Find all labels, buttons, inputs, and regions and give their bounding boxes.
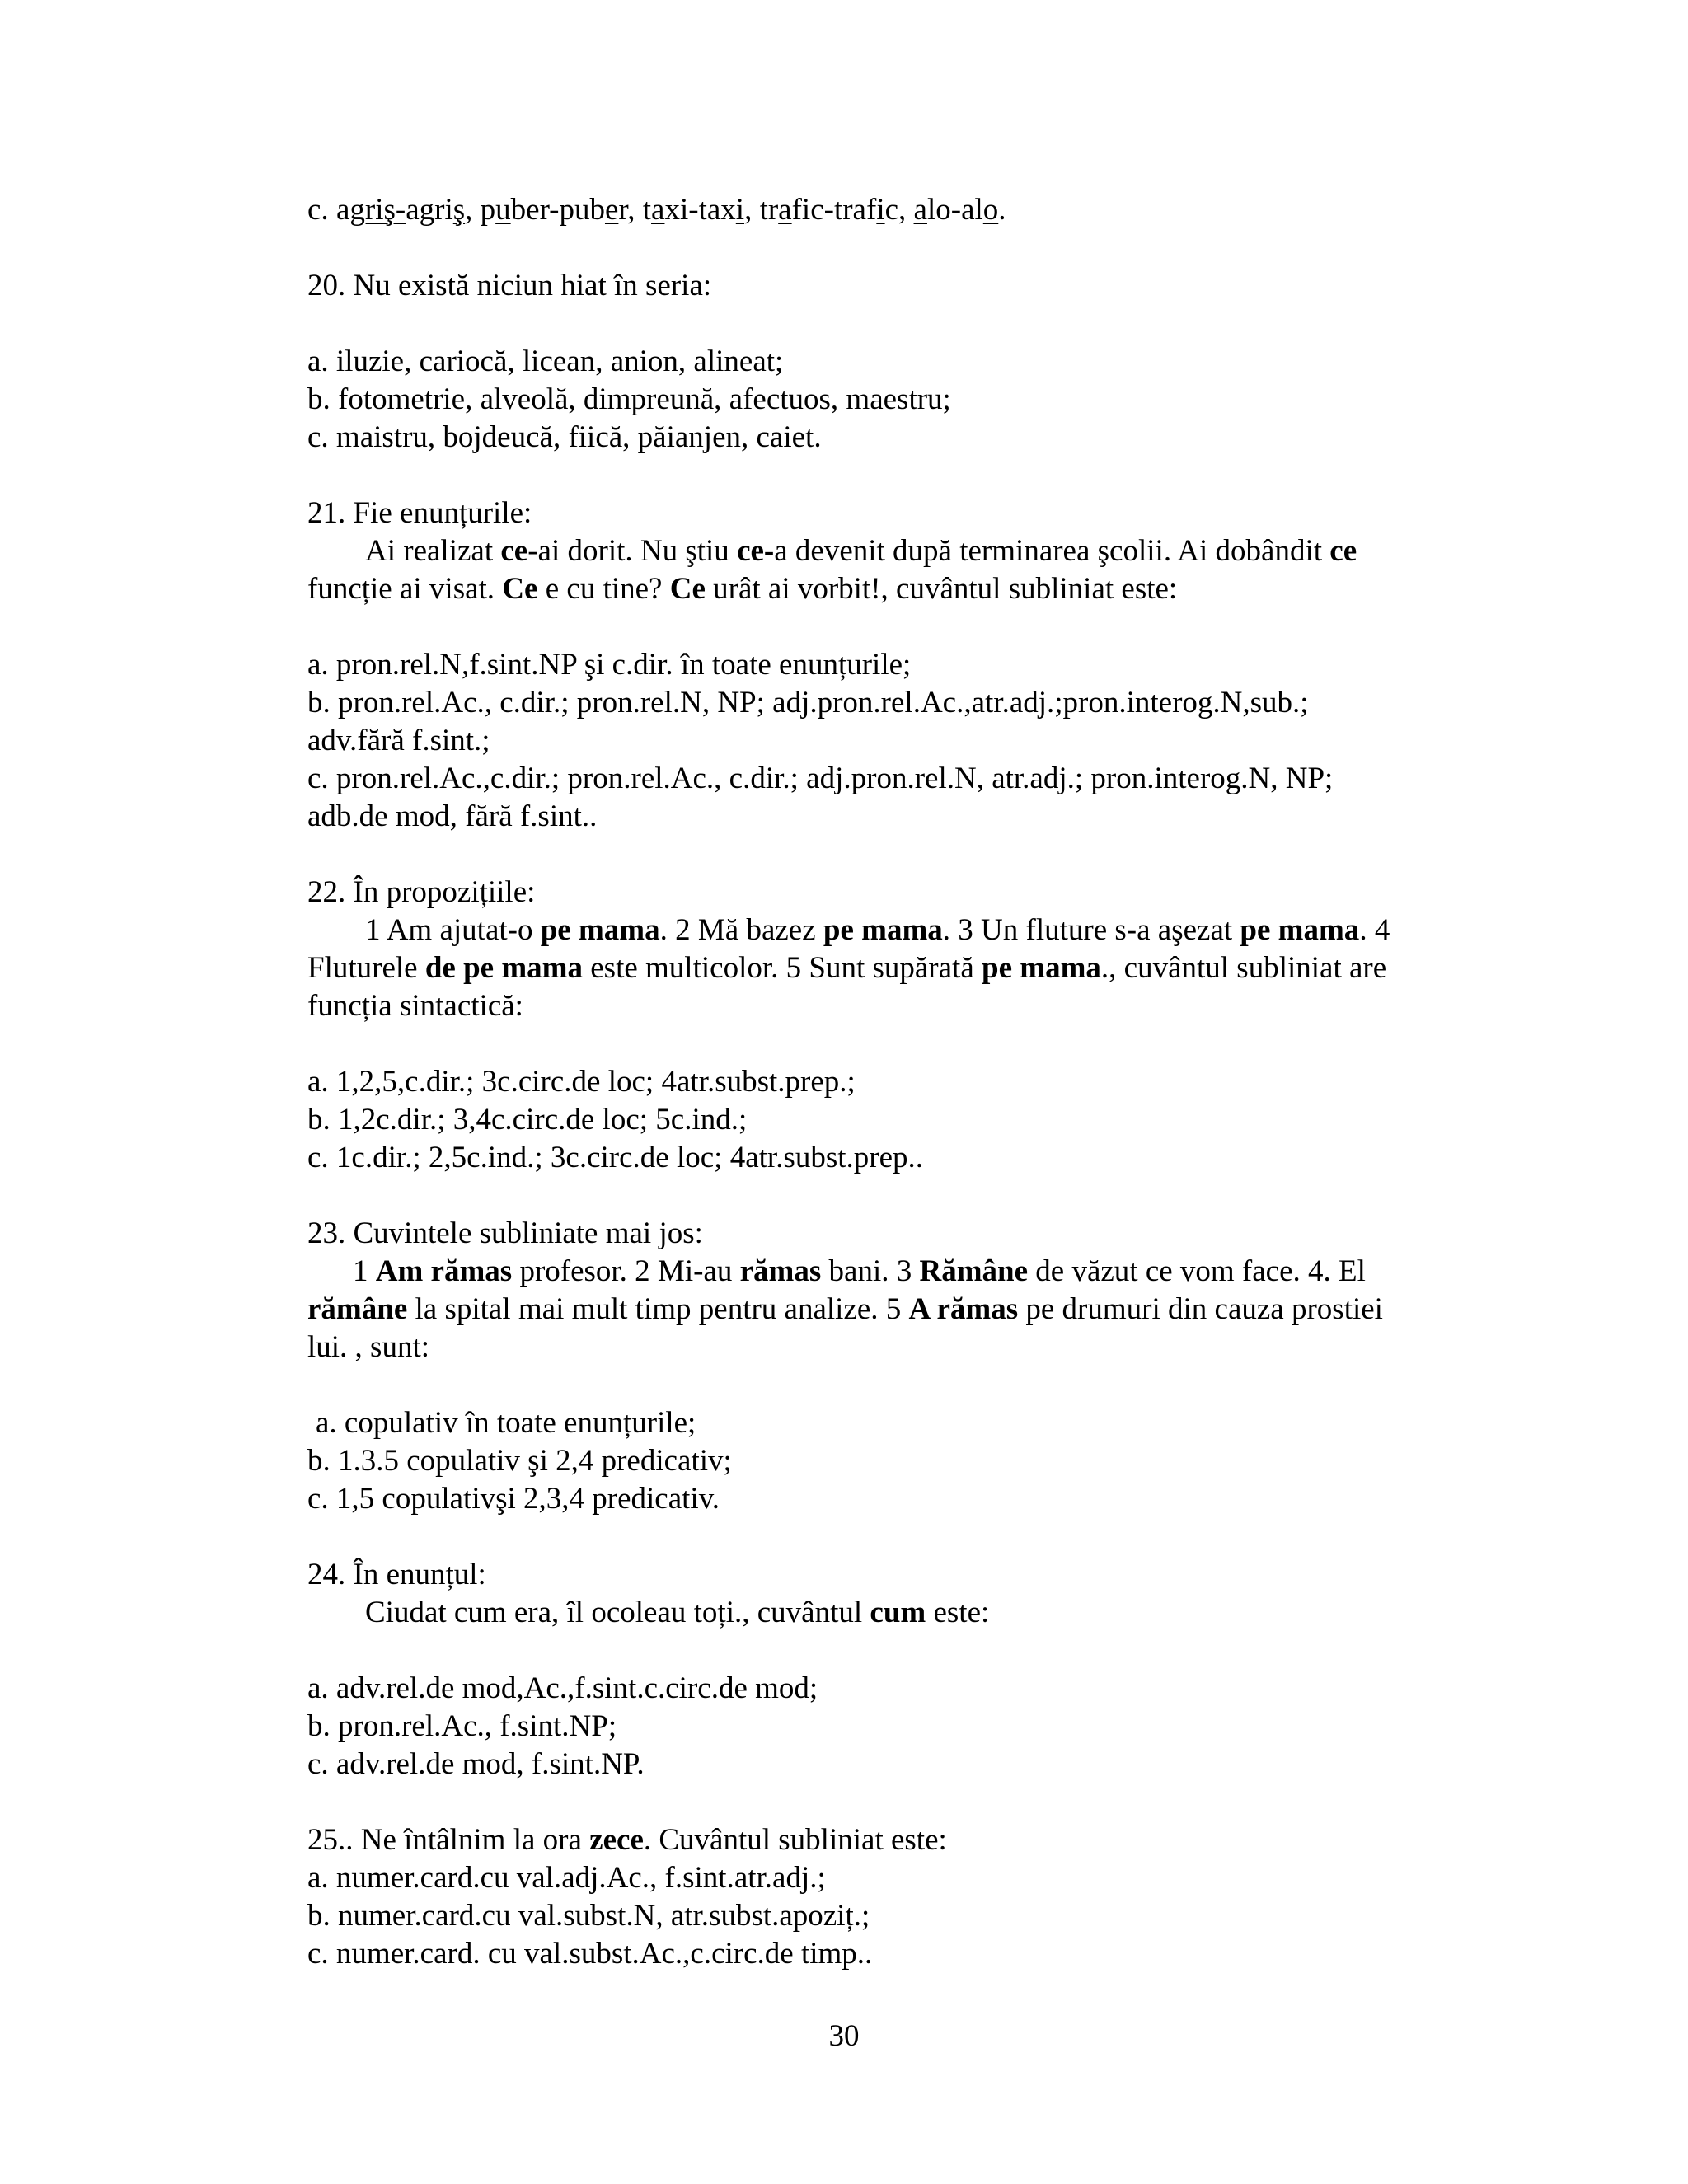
- q22-statement-line: funcția sintactică:: [307, 989, 523, 1023]
- emphasized-word: ce: [500, 534, 528, 568]
- emphasized-word: rămas: [739, 1254, 822, 1288]
- q22-statement-line: [307, 912, 1478, 949]
- text-run: 1: [353, 1254, 376, 1288]
- q25-option: c. numer.card. cu val.subst.Ac.,c.circ.de timp..: [307, 1937, 873, 1971]
- underlined-letter: a: [913, 193, 927, 227]
- word-part: tr: [759, 193, 779, 227]
- word-part: ,: [465, 193, 481, 227]
- emphasized-word: pe mama: [823, 913, 943, 947]
- text-run: a devenit după terminarea şcolii. Ai dobândit: [774, 534, 1330, 568]
- emphasized-word: zece: [589, 1823, 644, 1857]
- text-run: e cu tine?: [537, 572, 670, 606]
- paragraph-gap: [307, 608, 1478, 646]
- q22-option: b. 1,2c.dir.; 3,4c.circ.de loc; 5c.ind.;: [307, 1103, 748, 1137]
- underlined-letter: a: [778, 193, 792, 227]
- q21-title: 21. Fie enunțurile:: [307, 496, 532, 530]
- text-run: de văzut ce vom face. 4. El: [1028, 1254, 1366, 1288]
- text-run: urât ai vorbit!, cuvântul subliniat este:: [705, 572, 1178, 606]
- q24-statement-line: [307, 1594, 1478, 1632]
- paragraph-gap: [307, 305, 1478, 343]
- text-run: -ai dorit. Nu ştiu: [528, 534, 738, 568]
- q22-statement-line: [307, 949, 1478, 987]
- text-run: la spital mai mult timp pentru analize. 5: [407, 1292, 909, 1326]
- q21-option: adv.fără f.sint.;: [307, 724, 490, 757]
- text-run: . 2 Mă bazez: [659, 913, 823, 947]
- emphasized-word: A rămas: [908, 1292, 1019, 1326]
- q24-option: a. adv.rel.de mod,Ac.,f.sint.c.circ.de mod;: [307, 1671, 818, 1705]
- word-part: fic-traf: [791, 193, 877, 227]
- q25-option: b. numer.card.cu val.subst.N, atr.subst.apoziț.;: [307, 1899, 870, 1933]
- paragraph-gap: [307, 1366, 1478, 1404]
- text-run: pe drumuri din cauza prostiei: [1018, 1292, 1383, 1326]
- paragraph-gap: [307, 1632, 1478, 1670]
- emphasized-word: ce-: [737, 534, 775, 568]
- text-run: profesor. 2 Mi-au: [512, 1254, 740, 1288]
- underlined-letter: a: [651, 193, 665, 227]
- word-part: r,: [618, 193, 643, 227]
- word-part: lo-al: [926, 193, 983, 227]
- word-part: xi-tax: [664, 193, 736, 227]
- paragraph-gap: [307, 457, 1478, 494]
- q20-option: c. maistru, bojdeucă, fiică, păianjen, caiet.: [307, 420, 822, 454]
- underlined-letter: ş: [452, 193, 466, 227]
- q21-option: adb.de mod, fără f.sint..: [307, 799, 598, 833]
- word-part: ,: [744, 193, 760, 227]
- q23-statement-line: [307, 1291, 1478, 1329]
- text-run: bani. 3: [821, 1254, 920, 1288]
- word-part: ber-pub: [510, 193, 605, 227]
- q24-title: 24. În enunțul:: [307, 1558, 486, 1591]
- underlined-letter: i: [876, 193, 885, 227]
- text-run: Ai realizat: [365, 534, 501, 568]
- q23-title: 23. Cuvintele subliniate mai jos:: [307, 1216, 703, 1250]
- text-run: Fluturele: [307, 951, 425, 985]
- paragraph-gap: [307, 1783, 1478, 1821]
- q21-statement-line: [307, 532, 1478, 570]
- q23-option: b. 1.3.5 copulativ şi 2,4 predicativ;: [307, 1444, 732, 1478]
- paragraph-gap: [307, 1177, 1478, 1215]
- emphasized-word: ce: [1329, 534, 1357, 568]
- underlined-letter: e: [604, 193, 619, 227]
- emphasized-word: cum: [870, 1596, 926, 1629]
- q22-option: a. 1,2,5,c.dir.; 3c.circ.de loc; 4atr.subst.prep.;: [307, 1065, 856, 1099]
- word-part: .: [998, 193, 1006, 227]
- q24-option: b. pron.rel.Ac., f.sint.NP;: [307, 1709, 617, 1743]
- q23-statement-line: [307, 1253, 1478, 1291]
- underlined-letter: u: [495, 193, 511, 227]
- page-number: 30: [828, 2019, 860, 2053]
- q20-title: 20. Nu există niciun hiat în seria:: [307, 269, 712, 302]
- text-run: . 4: [1359, 913, 1390, 947]
- q23-statement-line: lui. , sunt:: [307, 1330, 430, 1364]
- paragraph-gap: [307, 836, 1478, 874]
- q21-option: b. pron.rel.Ac., c.dir.; pron.rel.N, NP; adj.pron.rel.Ac.,atr.adj.;pron.interog.N,sub.;: [307, 686, 1309, 719]
- q23-option: a. copulativ în toate enunțurile;: [316, 1406, 696, 1440]
- word-part: a: [335, 193, 350, 227]
- text-run: Ciudat cum era, îl ocoleau toți., cuvântul: [365, 1596, 870, 1629]
- text-run: . Cuvântul subliniat este:: [643, 1823, 947, 1857]
- paragraph-gap: [307, 1518, 1478, 1556]
- text-run: 1 Am ajutat-o: [365, 913, 541, 947]
- q20-option: a. iluzie, cariocă, licean, anion, alineat;: [307, 344, 784, 378]
- q20-option: b. fotometrie, alveolă, dimpreună, afectuos, maestru;: [307, 382, 951, 416]
- text-run: este:: [926, 1596, 990, 1629]
- q21-option: a. pron.rel.N,f.sint.NP şi c.dir. în toate enunțurile;: [307, 648, 912, 682]
- emphasized-word: Rămâne: [919, 1254, 1029, 1288]
- q22-option: c. 1c.dir.; 2,5c.ind.; 3c.circ.de loc; 4atr.subst.prep..: [307, 1141, 923, 1174]
- q25-title: [307, 1821, 1478, 1859]
- option-prefix: c.: [307, 193, 336, 227]
- text-run: 25.. Ne întâlnim la ora: [307, 1823, 590, 1857]
- text-run: este multicolor. 5 Sunt supărată: [583, 951, 982, 985]
- underlined-letter: o: [982, 193, 999, 227]
- q24-option: c. adv.rel.de mod, f.sint.NP.: [307, 1747, 645, 1781]
- page-content: [307, 191, 1478, 1973]
- q22-title: 22. În propozițiile:: [307, 875, 536, 909]
- q19-option-c: [307, 191, 1478, 229]
- paragraph-gap: [307, 229, 1478, 267]
- word-part: p: [480, 193, 496, 227]
- emphasized-word: rămâne: [307, 1292, 408, 1326]
- emphasized-word: de pe mama: [424, 951, 583, 985]
- underlined-letter: i: [735, 193, 745, 227]
- paragraph-gap: [307, 1025, 1478, 1063]
- text-run: ., cuvântul subliniat are: [1100, 951, 1387, 985]
- q21-option: c. pron.rel.Ac.,c.dir.; pron.rel.Ac., c.dir.; adj.pron.rel.N, atr.adj.; pron.interog.N, NP;: [307, 762, 1334, 795]
- q21-statement-line: [307, 570, 1478, 608]
- emphasized-word: pe mama: [1240, 913, 1360, 947]
- q23-option: c. 1,5 copulativşi 2,3,4 predicativ.: [307, 1482, 720, 1516]
- text-run: funcție ai visat.: [307, 572, 503, 606]
- word-part: c,: [884, 193, 914, 227]
- emphasized-word: Ce: [669, 572, 706, 606]
- underlined-letter: griş-: [349, 193, 406, 227]
- word-part: t: [642, 193, 652, 227]
- emphasized-word: Ce: [502, 572, 538, 606]
- emphasized-word: Am rămas: [375, 1254, 513, 1288]
- text-run: . 3 Un fluture s-a aşezat: [942, 913, 1240, 947]
- emphasized-word: pe mama: [982, 951, 1101, 985]
- q25-option: a. numer.card.cu val.adj.Ac., f.sint.atr.adj.;: [307, 1861, 826, 1895]
- emphasized-word: pe mama: [540, 913, 660, 947]
- word-part: agri: [406, 193, 453, 227]
